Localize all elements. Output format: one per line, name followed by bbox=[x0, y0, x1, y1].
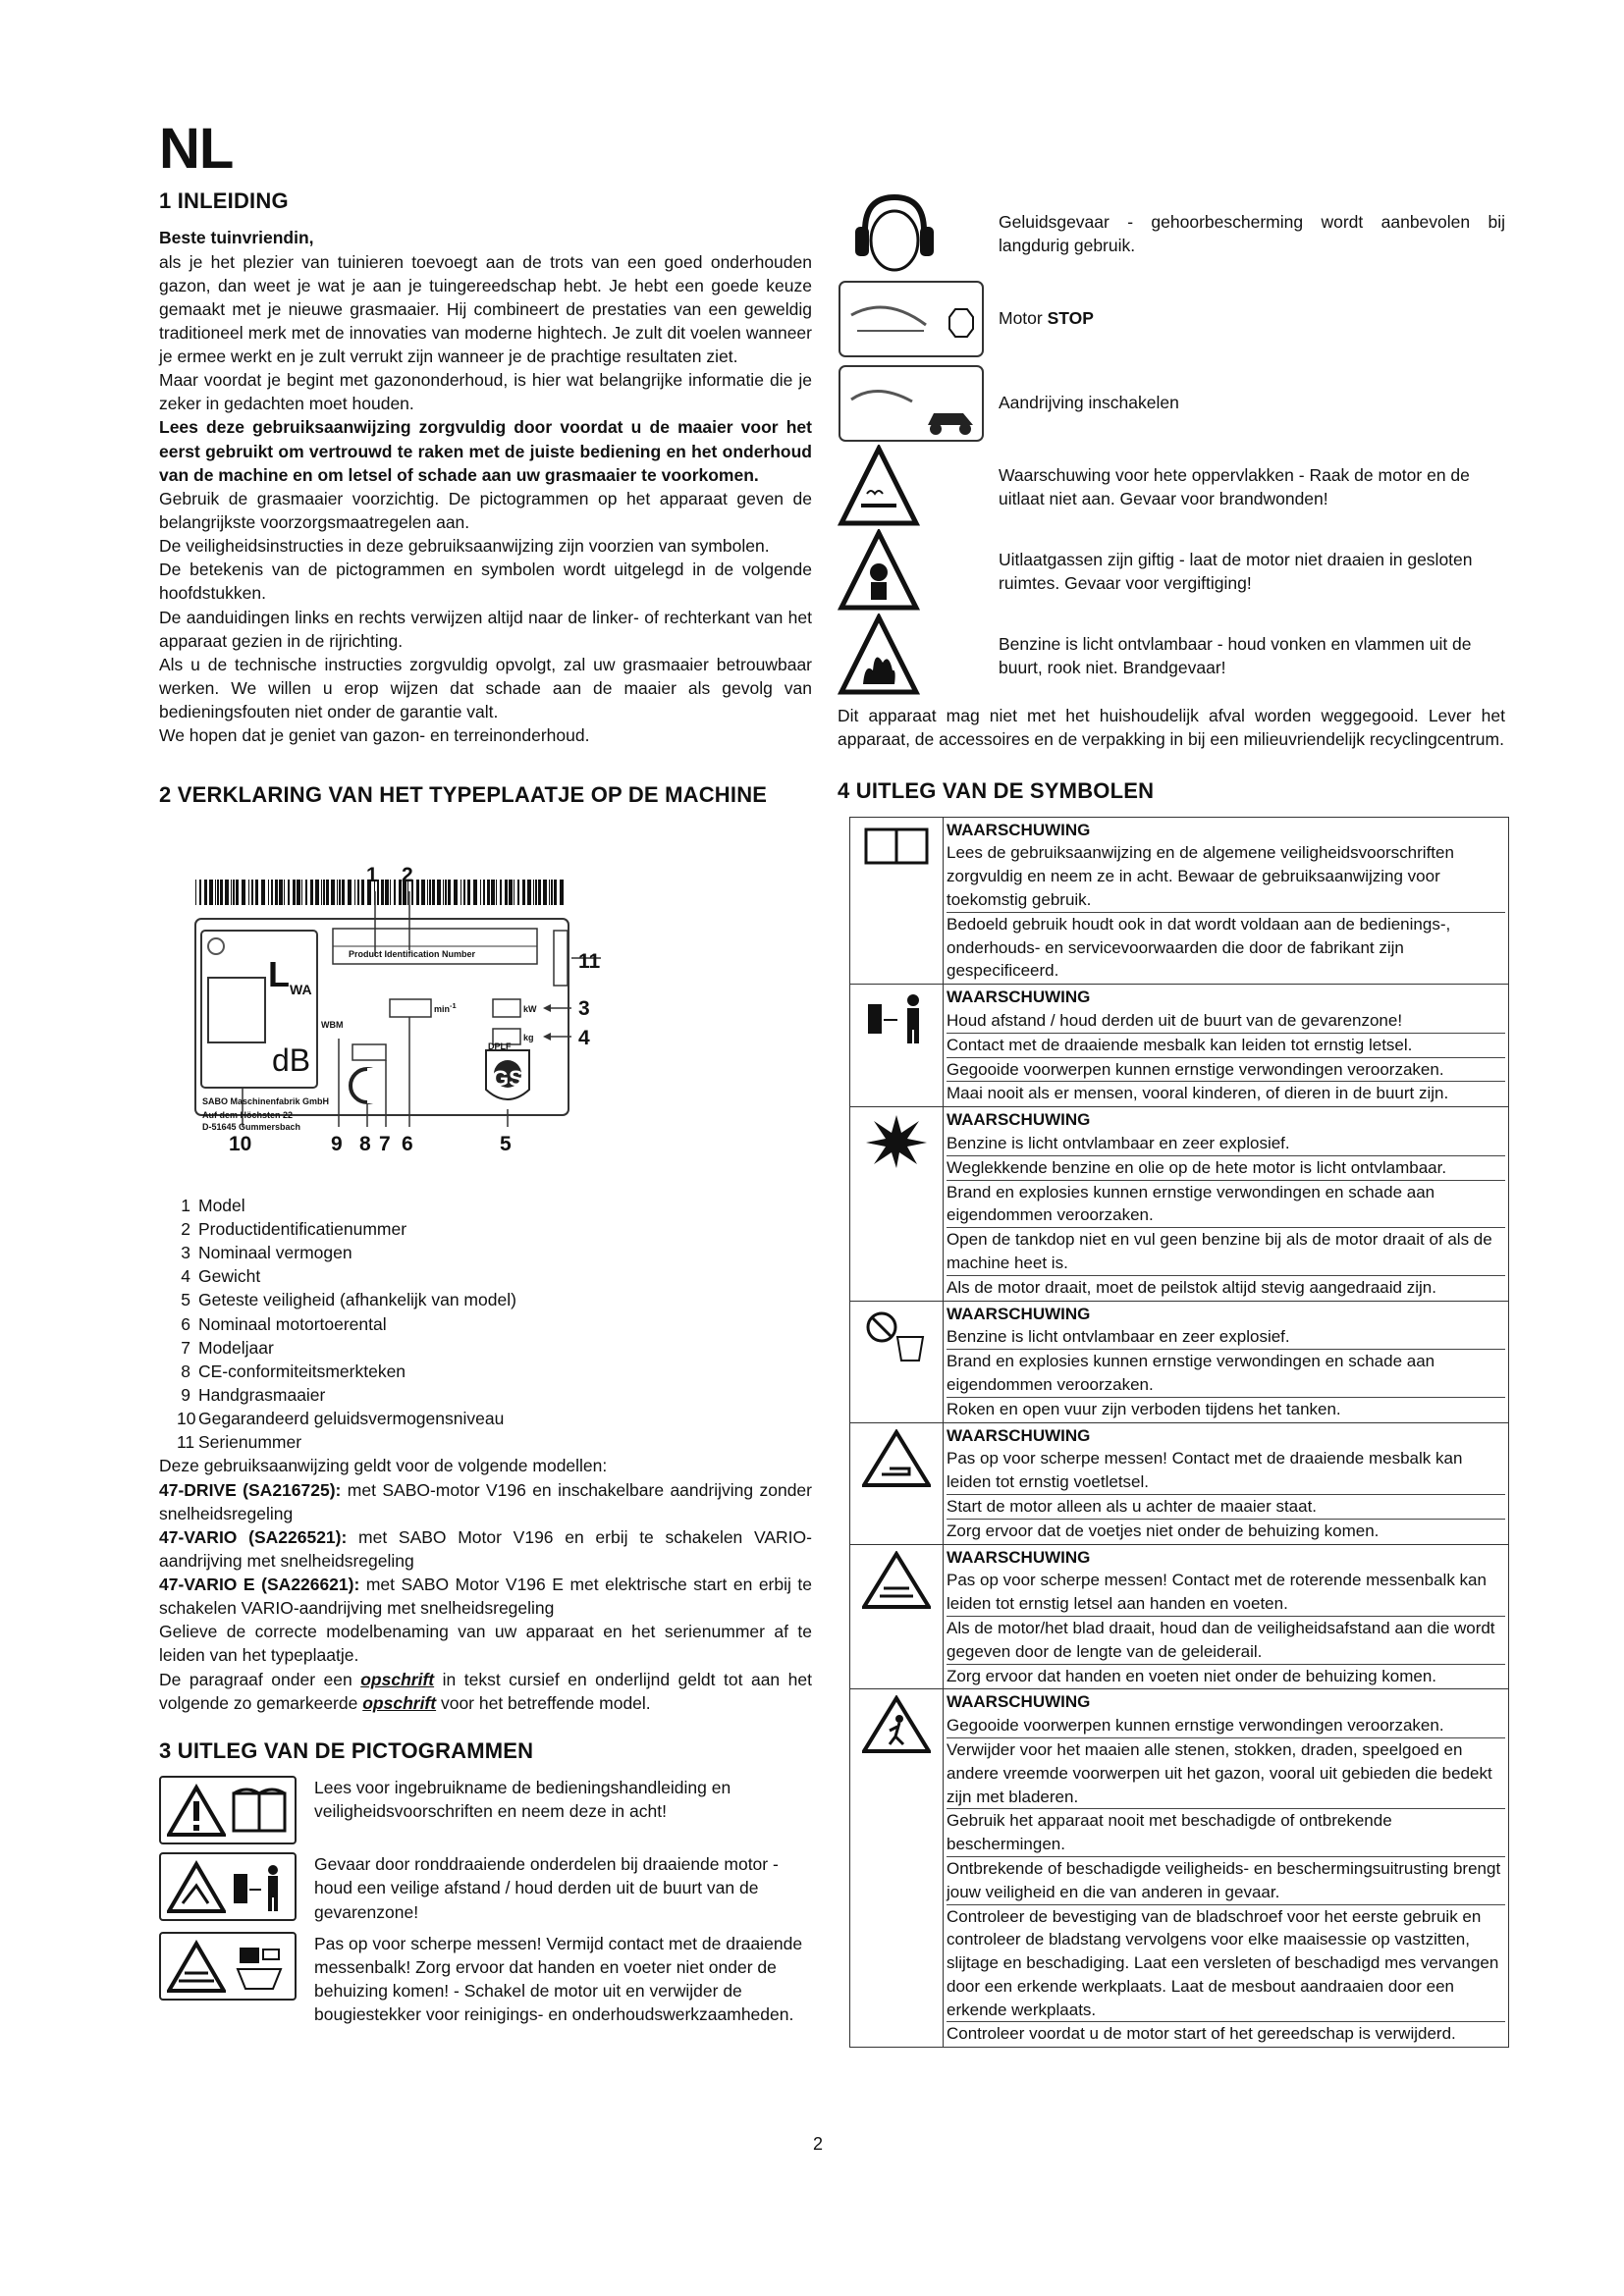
symbol-heading: WAARSCHUWING bbox=[947, 1304, 1091, 1323]
symbol-line: Start de motor alleen als u achter de maaier staat. bbox=[947, 1495, 1505, 1520]
barcode-bar bbox=[467, 880, 470, 905]
pictogram-text-distance: Gevaar door ronddraaiende onderdelen bij draaiende motor - houd een veilige afstand / houd derden uit de buurt van de gevarenzone! bbox=[314, 1854, 779, 1922]
barcode-bar bbox=[421, 880, 425, 905]
barcode-bar bbox=[394, 880, 396, 905]
barcode-bar bbox=[473, 880, 477, 905]
plate-callout-8: 8 bbox=[359, 1132, 371, 1155]
intro-paragraph-3: Lees deze gebruiksaanwijzing zorgvuldig door voordat u de maaier voor het eerst gebruikt om vertrouwd te raken met de juiste bediening en het onderhoud van de machine en om letsel of schade aan uw grasmaaier te voorkomen. bbox=[159, 417, 812, 485]
symbol-row bbox=[850, 985, 1509, 1107]
barcode-bar bbox=[487, 880, 490, 905]
symbol-heading: WAARSCHUWING bbox=[947, 1692, 1091, 1712]
symbol-line: Lees de gebruiksaanwijzing en de algemene veiligheidsvoorschriften zorgvuldig en neem ze in acht. Bewaar de gebruiksaanwijzing voor toekomstig gebruik. bbox=[947, 841, 1505, 912]
symbol-heading: WAARSCHUWING bbox=[947, 820, 1091, 839]
barcode-bar bbox=[517, 880, 519, 905]
barcode-bar bbox=[354, 880, 355, 905]
barcode-bar bbox=[326, 880, 329, 905]
intro-paragraph-8: Als u de technische instructies zorgvuldig opvolgt, zal uw grasmaaier betrouwbaar werken. We willen u erop wijzen dat schade aan de maaier als gevolg van bedieningsfouten niet onder de garantie valt. bbox=[159, 654, 812, 722]
section-type-plate bbox=[159, 780, 812, 1714]
barcode-bar bbox=[279, 880, 283, 905]
barcode-bar bbox=[427, 880, 428, 905]
thrown-objects-warning-icon bbox=[862, 1695, 931, 1754]
pictogram-row-distance bbox=[159, 1852, 812, 1923]
section-1-title: 1 INLEIDING bbox=[159, 188, 289, 213]
symbol-text-cell bbox=[944, 985, 1509, 1107]
symbol-line: Weglekkende benzine en olie op de hete motor is licht ontvlambaar. bbox=[947, 1156, 1505, 1181]
paragraph-scope-note: De paragraaf onder een opschrift in tekst cursief en onderlijnd geldt tot aan het volgende zo gemarkeerde opschrift voor het betreffende model. bbox=[159, 1669, 812, 1713]
type-plate-legend bbox=[177, 1194, 812, 1455]
legend-label: Modeljaar bbox=[198, 1337, 274, 1358]
symbol-text-cell bbox=[944, 1422, 1509, 1544]
barcode-bar bbox=[236, 880, 239, 905]
legend-label: Model bbox=[198, 1195, 245, 1215]
pictogram-fire bbox=[838, 614, 1505, 698]
barcode-bar bbox=[432, 880, 435, 905]
barcode-bar bbox=[305, 880, 307, 905]
intro-paragraph-6: De betekenis van de pictogrammen en symbolen wordt uitgelegd in de volgende hoofdstukken. bbox=[159, 560, 812, 604]
barcode-bar bbox=[454, 880, 458, 905]
legend-label: Handgrasmaaier bbox=[198, 1384, 326, 1405]
symbol-line: Als de motor draait, moet de peilstok altijd stevig aangedraaid zijn. bbox=[947, 1277, 1436, 1297]
symbol-text-cell bbox=[944, 817, 1509, 985]
warning-triangle-icon bbox=[167, 1784, 226, 1837]
plate-callout-3: 3 bbox=[578, 996, 590, 1020]
symbol-line: Zorg ervoor dat de voetjes niet onder de behuizing komen. bbox=[947, 1521, 1380, 1540]
symbol-icon-cell bbox=[850, 1544, 944, 1689]
symbol-line: Gegooide voorwerpen kunnen ernstige verwondingen veroorzaken. bbox=[947, 1714, 1505, 1738]
model-vario-e: 47-VARIO E (SA226621): met SABO Motor V196 E met elektrische start en erbij te schakelen VARIO-aandrijving met snelheidsregeling bbox=[159, 1575, 812, 1619]
motor-stop-icon bbox=[838, 276, 985, 360]
barcode-bar bbox=[554, 880, 557, 905]
barcode-bar bbox=[209, 880, 213, 905]
barcode-bar bbox=[275, 880, 278, 905]
symbol-icon-cell bbox=[850, 817, 944, 985]
symbol-line: Brand en explosies kunnen ernstige verwondingen en schade aan eigendommen veroorzaken. bbox=[947, 1181, 1505, 1229]
legend-number: 3 bbox=[181, 1243, 190, 1263]
plate-pid-label: Product Identification Number bbox=[349, 948, 476, 959]
barcode-bar bbox=[445, 880, 447, 905]
legend-label: Nominaal motortoerental bbox=[198, 1313, 387, 1334]
legend-item bbox=[177, 1312, 812, 1336]
plate-callout-7: 7 bbox=[379, 1132, 391, 1155]
legend-number: 8 bbox=[181, 1361, 190, 1381]
explosion-icon bbox=[862, 1113, 931, 1168]
pictogram-text-exhaust: Uitlaatgassen zijn giftig - laat de motor niet draaien in gesloten ruimtes. Gevaar voor vergiftiging! bbox=[999, 549, 1473, 593]
barcode-bar bbox=[416, 880, 419, 905]
symbol-line: Als de motor/het blad draait, houd dan de veiligheidsafstand aan die wordt gegeven door de lengte van de geleiderail. bbox=[947, 1617, 1505, 1665]
intro-paragraph-5: De veiligheidsinstructies in deze gebruiksaanwijzing zijn voorzien van symbolen. bbox=[159, 536, 770, 557]
type-plate-diagram bbox=[174, 832, 606, 1186]
barcode-bar bbox=[339, 880, 341, 905]
hand-blade-warning-icon bbox=[862, 1551, 931, 1610]
plate-callout-1: 1 bbox=[366, 863, 378, 886]
pictogram-row-manual bbox=[159, 1776, 812, 1844]
pictogram-text-drive: Aandrijving inschakelen bbox=[999, 392, 1179, 412]
right-column bbox=[838, 191, 1505, 2048]
barcode-bar bbox=[217, 880, 219, 905]
plate-dplf-label: DPLF bbox=[488, 1041, 512, 1051]
barcode-bar bbox=[385, 880, 389, 905]
models-intro: Deze gebruiksaanwijzing geldt voor de volgende modellen: bbox=[159, 1456, 608, 1476]
barcode-bar bbox=[357, 880, 359, 905]
hot-surface-warning-icon bbox=[838, 445, 985, 529]
symbol-heading: WAARSCHUWING bbox=[947, 1110, 1091, 1130]
legend-label: Productidentificatienummer bbox=[198, 1218, 407, 1239]
symbol-line: Contact met de draaiende mesbalk kan leiden tot ernstig letsel. bbox=[947, 1034, 1505, 1058]
spark-plug-icon bbox=[230, 1940, 289, 1993]
drive-engage-icon bbox=[838, 360, 985, 445]
plate-gs-label: GS bbox=[492, 1065, 523, 1091]
symbol-row bbox=[850, 817, 1509, 985]
symbol-row bbox=[850, 1689, 1509, 2048]
book-icon bbox=[230, 1784, 289, 1837]
plate-lwa-label: $L_{WA}$ bbox=[268, 953, 312, 997]
legend-item bbox=[177, 1383, 812, 1407]
symbol-icon-cell bbox=[850, 1107, 944, 1301]
barcode-bar bbox=[533, 880, 534, 905]
barcode-bar bbox=[538, 880, 541, 905]
pictogram-hot bbox=[838, 445, 1505, 529]
symbols-table bbox=[849, 817, 1509, 2049]
plate-callout-2: 2 bbox=[402, 863, 413, 886]
legend-number: 9 bbox=[181, 1384, 190, 1405]
symbol-heading: WAARSCHUWING bbox=[947, 1425, 1091, 1445]
barcode-bar bbox=[331, 880, 335, 905]
intro-paragraph-4: Gebruik de grasmaaier voorzichtig. De pictogrammen op het apparaat geven de belangrijkste voorzorgsmaatregelen aan. bbox=[159, 488, 812, 533]
barcode-bar bbox=[204, 880, 207, 905]
hearing-protection-icon bbox=[838, 191, 985, 276]
section-4-title: 4 UITLEG VAN DE SYMBOLEN bbox=[838, 778, 1155, 804]
legend-item bbox=[177, 1360, 812, 1383]
barcode-bar bbox=[500, 880, 502, 905]
barcode-bar bbox=[268, 880, 269, 905]
manual-book-icon bbox=[862, 824, 931, 867]
barcode-bar bbox=[215, 880, 216, 905]
barcode-bar bbox=[225, 880, 229, 905]
symbol-text-cell bbox=[944, 1107, 1509, 1301]
legend-label: Gegarandeerd geluidsvermogensniveau bbox=[198, 1409, 505, 1429]
symbol-line: Zorg ervoor dat handen en voeten niet onder de behuizing komen. bbox=[947, 1666, 1437, 1685]
symbol-line: Roken en open vuur zijn verboden tijdens het tanken. bbox=[947, 1399, 1341, 1418]
legend-label: Nominaal vermogen bbox=[198, 1243, 352, 1263]
language-code: NL bbox=[159, 117, 234, 181]
plate-address-2: Auf dem Höchsten 22 bbox=[202, 1109, 294, 1120]
legend-item bbox=[177, 1217, 812, 1241]
symbol-line: Benzine is licht ontvlambaar en zeer explosief. bbox=[947, 1132, 1505, 1156]
symbol-line: Benzine is licht ontvlambaar en zeer explosief. bbox=[947, 1325, 1505, 1350]
legend-item bbox=[177, 1336, 812, 1360]
symbol-icon-cell bbox=[850, 985, 944, 1107]
plate-callout-11: 11 bbox=[578, 949, 601, 973]
sharp-blade-warning-icon bbox=[167, 1940, 226, 1993]
symbol-icon-cell bbox=[850, 1422, 944, 1544]
rotating-parts-warning-icon bbox=[167, 1860, 226, 1913]
plate-callout-4: 4 bbox=[578, 1026, 590, 1049]
barcode-bar bbox=[251, 880, 253, 905]
barcode-bar bbox=[522, 880, 525, 905]
fire-warning-icon bbox=[838, 614, 985, 698]
symbol-row bbox=[850, 1301, 1509, 1422]
symbol-line: Pas op voor scherpe messen! Contact met de roterende messenbalk kan leiden tot ernstig letsel aan handen en voeten. bbox=[947, 1569, 1505, 1617]
barcode-bar bbox=[437, 880, 441, 905]
barcode-bar bbox=[301, 880, 302, 905]
barcode-bar bbox=[390, 880, 391, 905]
pictogram-exhaust bbox=[838, 529, 1505, 614]
symbol-text-cell bbox=[944, 1689, 1509, 2048]
symbol-heading: WAARSCHUWING bbox=[947, 1547, 1091, 1567]
section-3-title: 3 UITLEG VAN DE PICTOGRAMMEN bbox=[159, 1737, 534, 1763]
intro-paragraph-9: We hopen dat je geniet van gazon- en terreinonderhoud. bbox=[159, 725, 590, 746]
barcode-bar bbox=[460, 880, 461, 905]
section-introduction bbox=[159, 187, 812, 747]
barcode-bar bbox=[361, 880, 364, 905]
barcode-bar bbox=[560, 880, 564, 905]
disposal-note: Dit apparaat mag niet met het huishoudelijk afval worden weggegooid. Lever het apparaat, de accessoires en de verpakking in bij een milieuvriendelijk recyclingcentrum. bbox=[838, 706, 1505, 750]
section-symbols bbox=[838, 776, 1505, 2048]
plate-address-1: SABO Maschinenfabrik GmbH bbox=[202, 1095, 330, 1106]
model-vario: 47-VARIO (SA226521): met SABO Motor V196 en erbij te schakelen VARIO-aandrijving met snelheidsregeling bbox=[159, 1526, 812, 1571]
symbol-line: Controleer voordat u de motor start of het gereedschap is verwijderd. bbox=[947, 2024, 1456, 2044]
barcode-bar bbox=[483, 880, 485, 905]
barcode-bar bbox=[271, 880, 273, 905]
symbol-text-cell bbox=[944, 1544, 1509, 1689]
barcode-bar bbox=[543, 880, 547, 905]
barcode-bar bbox=[480, 880, 481, 905]
barcode-bar bbox=[248, 880, 249, 905]
barcode-bar bbox=[315, 880, 319, 905]
symbol-icon-cell bbox=[850, 1301, 944, 1422]
legend-number: 6 bbox=[181, 1313, 190, 1334]
foot-blade-warning-icon bbox=[862, 1429, 931, 1488]
model-note: Gelieve de correcte modelbenaming van uw apparaat en het serienummer af te leiden van het typeplaatje. bbox=[159, 1622, 812, 1666]
barcode-bar bbox=[463, 880, 465, 905]
legend-number: 11 bbox=[177, 1432, 195, 1453]
legend-item bbox=[177, 1241, 812, 1264]
plate-callout-6: 6 bbox=[402, 1132, 413, 1155]
legend-label: Gewicht bbox=[198, 1266, 261, 1287]
left-column bbox=[159, 187, 812, 2026]
pictogram-text-stop: Motor STOP bbox=[999, 307, 1094, 328]
barcode-bar bbox=[348, 880, 352, 905]
section-2-title: 2 VERKLARING VAN HET TYPEPLAATJE OP DE MACHINE bbox=[159, 782, 768, 808]
barcode-bar bbox=[443, 880, 444, 905]
legend-item bbox=[177, 1264, 812, 1288]
pictogram-text-blades: Pas op voor scherpe messen! Vermijd contact met de draaiende messenbalk! Zorg ervoor dat handen en voeter niet onder de behuizing komen! - Schakel de motor uit en verwijder de bougiestekker voor reinigings- en onderhoudswerkzaamheden. bbox=[314, 1933, 803, 2025]
barcode-bar bbox=[448, 880, 451, 905]
pictogram-drive bbox=[838, 360, 1505, 445]
pictogram-stop bbox=[838, 276, 1505, 360]
legend-item bbox=[177, 1288, 812, 1311]
symbol-line: Pas op voor scherpe messen! Contact met de draaiende mesbalk kan leiden tot ernstig voetletsel. bbox=[947, 1447, 1505, 1495]
legend-item bbox=[177, 1430, 812, 1454]
keep-distance-icon bbox=[862, 990, 931, 1045]
barcode-bar bbox=[293, 880, 296, 905]
section-pictograms bbox=[159, 1736, 812, 2026]
symbol-line: Controleer de bevestiging van de bladschroef voor het eerste gebruik en controleer de bladstang vervolgens voor elke maaisessie op vastzitten, slijtage en beschadiging. Laat een versleten of beschadigd mes vervangen door een erkende werkplaats. Laat de mesbout aandraaien door een erkende werkplaats. bbox=[947, 1905, 1505, 2023]
barcode-bar bbox=[381, 880, 384, 905]
barcode-bar bbox=[321, 880, 322, 905]
toxic-exhaust-warning-icon bbox=[838, 529, 985, 614]
legend-number: 4 bbox=[181, 1266, 190, 1287]
barcode-bar bbox=[509, 880, 513, 905]
legend-number: 5 bbox=[181, 1290, 190, 1310]
barcode-bar bbox=[549, 880, 550, 905]
symbol-line: Brand en explosies kunnen ernstige verwondingen en schade aan eigendommen veroorzaken. bbox=[947, 1350, 1505, 1398]
pictogram-text-manual: Lees voor ingebruikname de bedieningshandleiding en veiligheidsvoorschriften en neem deze in acht! bbox=[314, 1778, 731, 1822]
plate-kg-label: kg bbox=[523, 1032, 534, 1042]
symbol-line: Ontbrekende of beschadigde veiligheids- en beschermingsuitrusting brengt jouw veiligheid en die van anderen in gevaar. bbox=[947, 1857, 1505, 1905]
pictogram-hearing bbox=[838, 191, 1505, 276]
symbol-line: Open de tankdop niet en vul geen benzine bij als de motor draait of als de machine heet is. bbox=[947, 1228, 1505, 1276]
plate-wbm-label: WBM bbox=[321, 1019, 344, 1030]
symbol-heading: WAARSCHUWING bbox=[947, 988, 1091, 1007]
symbol-text-cell bbox=[944, 1301, 1509, 1422]
intro-paragraph-1: als je het plezier van tuinieren toevoegt aan de trots van een goed onderhouden gazon, dan weet je wat je aan je tuingereedschap hebt. Je hebt een goede keuze gemaakt met je nieuwe grasmaaier. Hij combineert de prestaties van een geweldig traditioneel merk met de innovaties van moderne hightech. Je zult dit voelen wanneer je ermee werkt en je zult verrukt zijn wanneer je de prachtige resultaten ziet. bbox=[159, 251, 812, 367]
barcode-bar bbox=[255, 880, 258, 905]
barcode-bar bbox=[288, 880, 290, 905]
symbol-row bbox=[850, 1422, 1509, 1544]
barcode-bar bbox=[505, 880, 508, 905]
keep-distance-icon bbox=[230, 1860, 289, 1913]
legend-item bbox=[177, 1194, 812, 1217]
symbol-icon-cell bbox=[850, 1689, 944, 2048]
symbol-row bbox=[850, 1107, 1509, 1301]
plate-kw-label: kW bbox=[523, 1003, 537, 1014]
pictogram-text-hot: Waarschuwing voor hete oppervlakken - Raak de motor en de uitlaat niet aan. Gevaar voor brandwonden! bbox=[999, 464, 1470, 508]
legend-item bbox=[177, 1407, 812, 1430]
barcode-bar bbox=[284, 880, 285, 905]
barcode-bar bbox=[195, 880, 196, 905]
legend-number: 2 bbox=[181, 1218, 190, 1239]
barcode-bar bbox=[199, 880, 201, 905]
barcode-bar bbox=[242, 880, 245, 905]
symbol-line: Bedoeld gebruik houdt ook in dat wordt voldaan aan de bedienings-, onderhouds- en servicevoorwaarden die door de fabrikant zijn gespecificeerd. bbox=[947, 914, 1451, 981]
intro-paragraph-7: De aanduidingen links en rechts verwijzen altijd naar de linker- of rechterkant van het apparaat gezien in de rijrichting. bbox=[159, 607, 812, 651]
legend-number: 7 bbox=[181, 1337, 190, 1358]
barcode-bar bbox=[551, 880, 553, 905]
barcode-bar bbox=[310, 880, 313, 905]
page-number: 2 bbox=[813, 2134, 824, 2154]
plate-callout-10: 10 bbox=[229, 1132, 252, 1155]
plate-address-3: D-51645 Gummersbach bbox=[202, 1121, 301, 1132]
pictogram-row-blades bbox=[159, 1932, 812, 2027]
barcode-bar bbox=[496, 880, 497, 905]
barcode-bar bbox=[231, 880, 232, 905]
barcode-bar bbox=[297, 880, 300, 905]
barcode-bar bbox=[429, 880, 431, 905]
symbol-line: Gegooide voorwerpen kunnen ernstige verwondingen veroorzaken. bbox=[947, 1058, 1505, 1083]
symbol-row bbox=[850, 1544, 1509, 1689]
symbol-line: Houd afstand / houd derden uit de buurt van de gevarenzone! bbox=[947, 1009, 1505, 1034]
barcode-bar bbox=[220, 880, 223, 905]
plate-min-label: $\min^{-1}$ bbox=[434, 1000, 457, 1014]
legend-label: CE-conformiteitsmerkteken bbox=[198, 1361, 406, 1381]
legend-label: Serienummer bbox=[198, 1432, 302, 1453]
pictogram-text-fire: Benzine is licht ontvlambaar - houd vonken en vlammen uit de buurt, rook niet. Brandgevaar! bbox=[999, 633, 1472, 677]
barcode-bar bbox=[535, 880, 537, 905]
barcode-bar bbox=[261, 880, 265, 905]
barcode-bar bbox=[323, 880, 325, 905]
barcode-graphic bbox=[193, 880, 567, 905]
plate-db-label: dB bbox=[272, 1041, 311, 1078]
legend-number: 10 bbox=[177, 1409, 196, 1429]
model-drive: 47-DRIVE (SA216725): met SABO-motor V196 en inschakelbare aandrijving zonder snelheidsregeling bbox=[159, 1479, 812, 1523]
barcode-bar bbox=[337, 880, 338, 905]
intro-paragraph-2: Maar voordat je begint met gazononderhoud, is hier wat belangrijke informatie die je zeker in gedachten moet houden. bbox=[159, 370, 812, 414]
barcode-bar bbox=[342, 880, 345, 905]
barcode-bar bbox=[527, 880, 531, 905]
legend-label: Geteste veiligheid (afhankelijk van model) bbox=[198, 1290, 516, 1310]
barcode-bar bbox=[491, 880, 495, 905]
symbol-line: Gebruik het apparaat nooit met beschadigde of ontbrekende beschermingen. bbox=[947, 1809, 1505, 1857]
greeting: Beste tuinvriendin, bbox=[159, 228, 314, 248]
plate-callout-9: 9 bbox=[331, 1132, 343, 1155]
legend-number: 1 bbox=[181, 1195, 190, 1215]
symbol-line: Maai nooit als er mensen, vooral kinderen, of dieren in de buurt zijn. bbox=[947, 1084, 1449, 1103]
no-smoking-icon bbox=[862, 1308, 931, 1362]
plate-callout-5: 5 bbox=[500, 1132, 512, 1155]
symbol-line: Verwijder voor het maaien alle stenen, stokken, draden, speelgoed en andere vreemde voorwerpen uit het gazon, vooral uit gebieden die bedekt zijn met bladeren. bbox=[947, 1738, 1505, 1809]
barcode-bar bbox=[233, 880, 235, 905]
pictogram-text-hearing: Geluidsgevaar - gehoorbescherming wordt aanbevolen bij langdurig gebruik. bbox=[999, 211, 1505, 255]
